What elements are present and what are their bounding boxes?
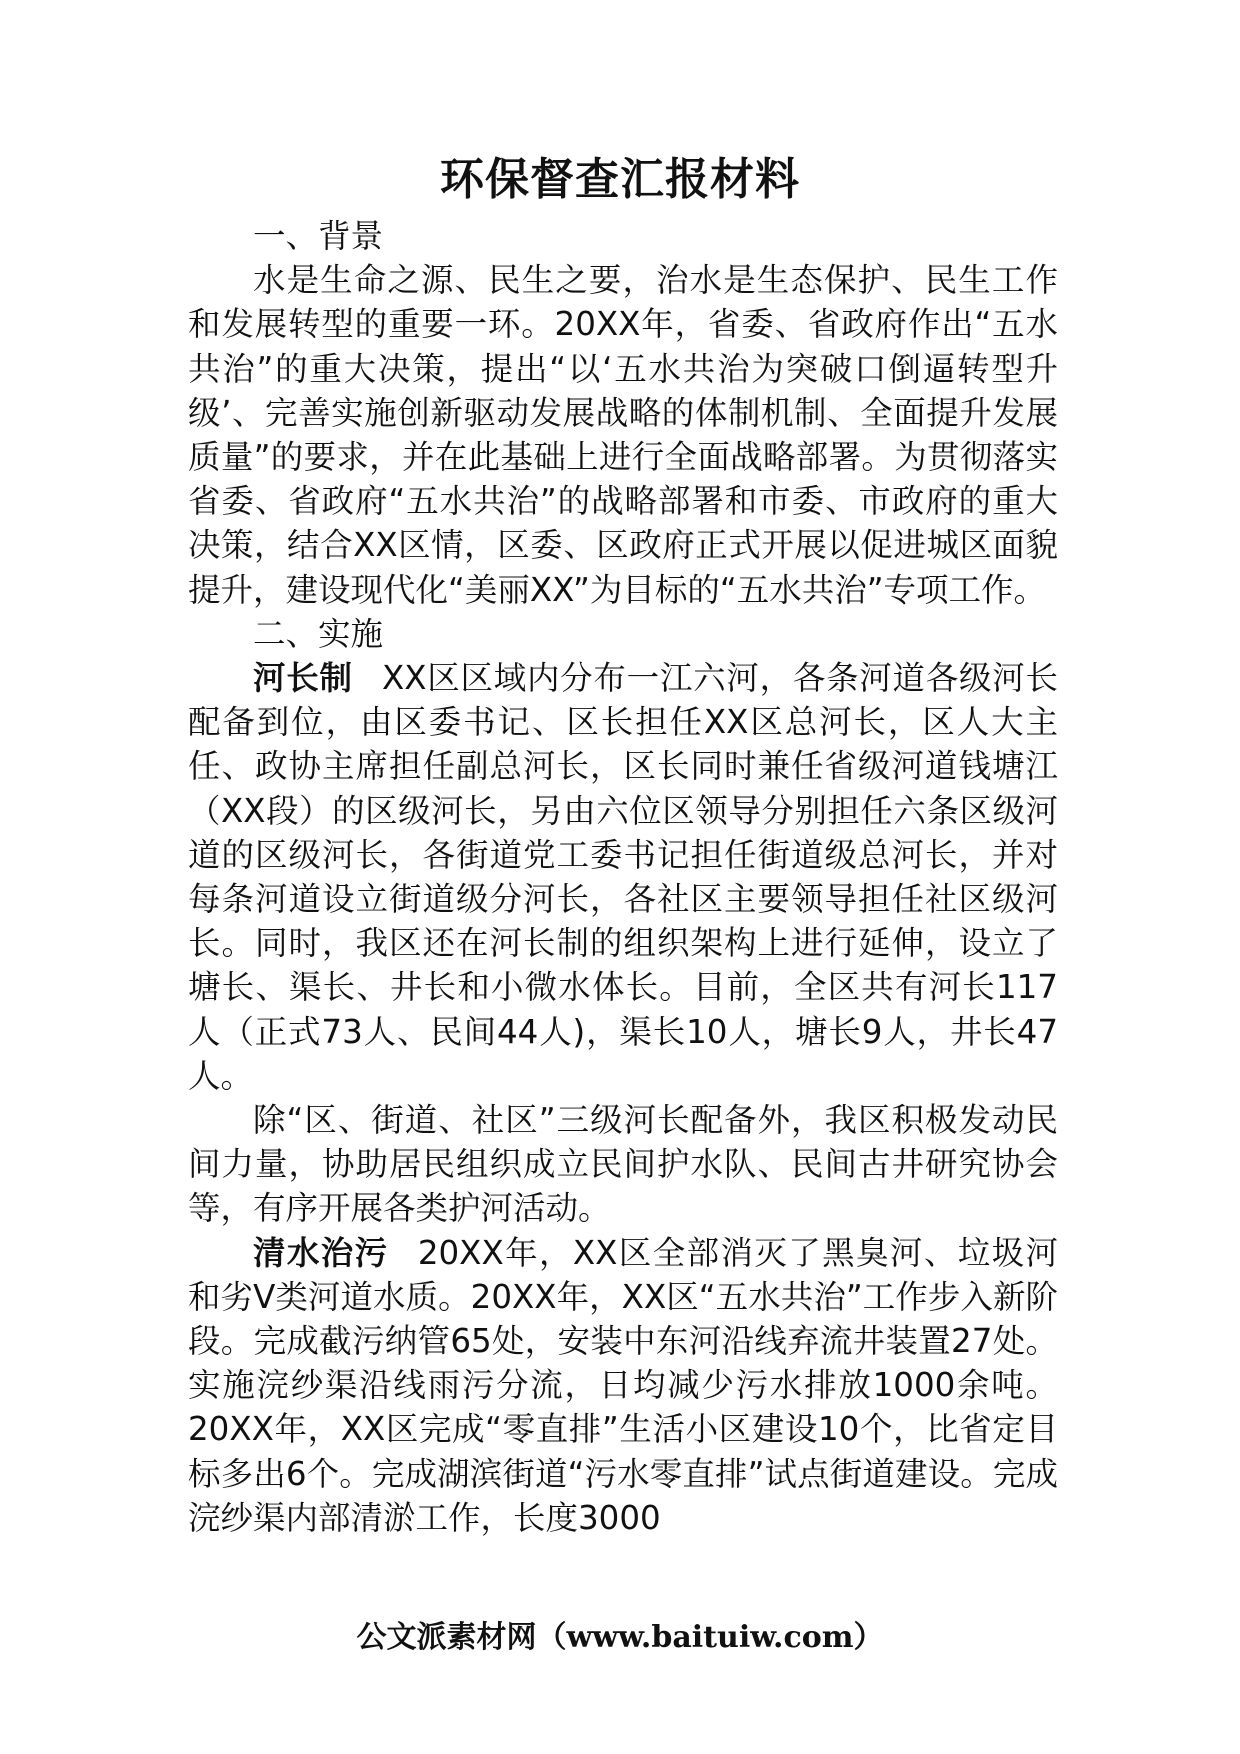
paragraph-clean-water — [188, 1231, 1058, 1540]
paragraph-background: 水是生命之源、民生之要，治水是生态保护、民生工作和发展转型的重要一环。20XX年，省委、省政府作出“五水共治”的重大决策，提出“以‘五水共治为突破口倒逼转型升级’、完善实施创新驱动发展战略的体制机制、全面提升发展质量”的要求，并在此基础上进行全面战略部署。为贯彻落实省委、省政府“五水共治”的战略部署和市委、市政府的重大决策，结合XX区情，区委、区政府正式开展以促进城区面貌提升，建设现代化“美丽XX”为目标的“五水共治”专项工作。 — [188, 261, 1058, 609]
paragraph-civil-forces: 除“区、街道、社区”三级河长配备外，我区积极发动民间力量，协助居民组织成立民间护水队、民间古井研究协会等，有序开展各类护河活动。 — [188, 1101, 1058, 1228]
footer-watermark: 公文派素材网（www.baituiw.com） — [356, 1620, 884, 1655]
river-chief-lead: 河长制 — [253, 659, 353, 698]
river-chief-text: XX区区域内分布一江六河，各条河道各级河长配备到位，由区委书记、区长担任XX区总河长，区人大主任、政协主席担任副总河长，区长同时兼任省级河道钱塘江（XX段）的区级河长，另由六位区领导分别担任六条区级河道的区级河长，各街道党工委书记担任街道级总河长，并对每条河道设立街道级分河长，各社区主要领导担任社区级河长。同时，我区还在河长制的组织架构上进行延伸，设立了塘长、渠长、井长和小微水体长。目前，全区共有河长117人（正式73人、民间44人)，渠长10人，塘长9人，井长47人。 — [188, 659, 1058, 1095]
clean-water-text: 20XX年，XX区全部消灭了黑臭河、垃圾河和劣Ⅴ类河道水质。20XX年，XX区“五水共治”工作步入新阶段。完成截污纳管65处，安装中东河沿线弃流井装置27处。实施浣纱渠沿线雨污分流，日均减少污水排放1000余吨。20XX年，XX区完成“零直排”生活小区建设10个，比省定目标多出6个。完成湖滨街道“污水零直排”试点街道建设。完成浣纱渠内部清淤工作，长度3000 — [188, 1233, 1058, 1537]
clean-water-lead: 清水治污 — [253, 1233, 389, 1272]
section-heading-implementation: 二、实施 — [253, 614, 384, 653]
paragraph-river-chief — [188, 656, 1058, 1098]
section-heading-background: 一、背景 — [253, 217, 384, 255]
document-title: 环保督查汇报材料 — [440, 154, 800, 205]
document-body — [188, 214, 1058, 1540]
